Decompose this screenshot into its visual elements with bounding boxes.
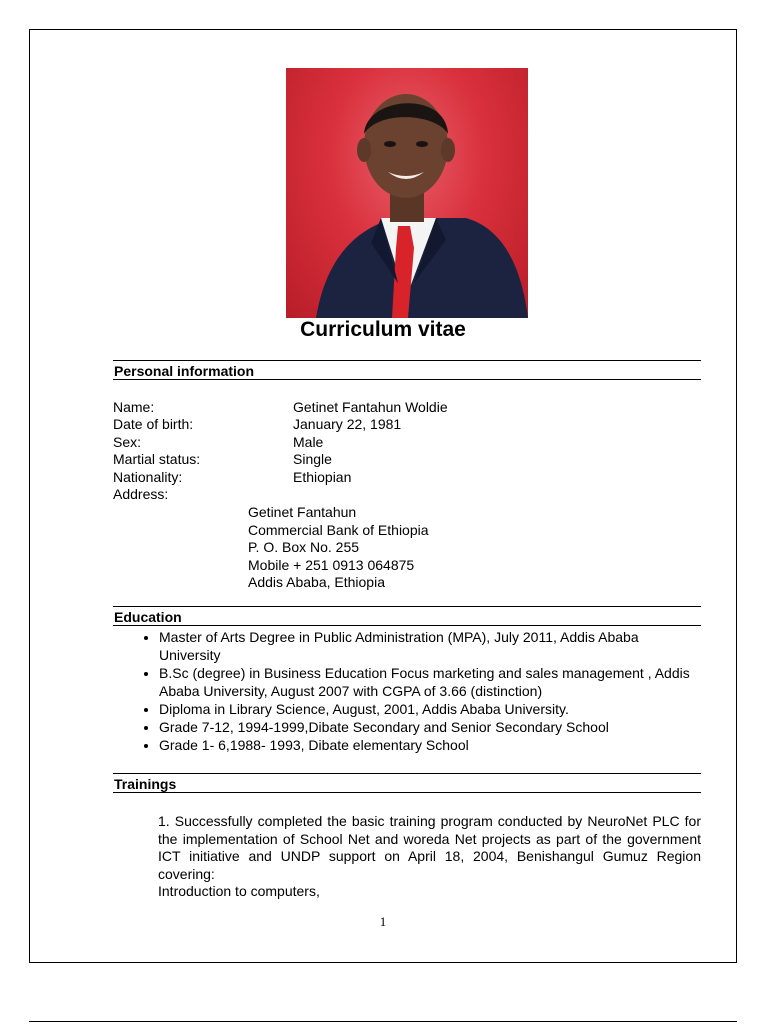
portrait-illustration (286, 68, 528, 318)
document-page (29, 29, 737, 963)
field-label: Name: (113, 399, 155, 415)
profile-photo (286, 68, 528, 318)
address-line: Addis Ababa, Ethiopia (248, 574, 385, 590)
education-item: • Grade 7-12, 1994-1999,Dibate Secondary and Senior Secondary School (159, 718, 701, 736)
field-label: Nationality: (113, 469, 183, 485)
address-line: Getinet Fantahun (248, 504, 357, 520)
address-line: Commercial Bank of Ethiopia (248, 521, 429, 538)
education-heading: Education (113, 606, 701, 626)
field-value: Getinet Fantahun Woldie (293, 399, 448, 415)
field-label: Sex: (113, 434, 142, 450)
field-label: Address: (113, 486, 169, 502)
field-value: Single (293, 451, 332, 467)
education-item: • B.Sc (degree) in Business Education Focus marketing and sales management , Addis Ababa University, August 2007 with CGPA of 3.66 (distinction) (159, 664, 701, 700)
training-topic: Introduction to computers, (158, 883, 320, 899)
education-list (113, 628, 701, 754)
field-label: Date of birth: (113, 416, 194, 432)
document-title: Curriculum vitae (300, 318, 466, 341)
field-value: Male (293, 434, 324, 450)
trainings-heading: Trainings (113, 773, 701, 793)
page-number: 1 (379, 914, 387, 929)
address-line: Mobile + 251 0913 064875 (248, 556, 415, 573)
personal-information-heading: Personal information (113, 360, 701, 380)
training-item (158, 813, 701, 901)
field-label: Martial status: (113, 451, 201, 467)
next-page-edge (29, 1021, 737, 1022)
field-value: Ethiopian (293, 469, 352, 485)
education-item: • Master of Arts Degree in Public Administration (MPA), July 2011, Addis Ababa University (159, 628, 701, 664)
address-line: P. O. Box No. 255 (248, 539, 360, 555)
training-description: 1. Successfully completed the basic training program conducted by NeuroNet PLC for the implementation of School Net and woreda Net projects as part of the government ICT initiative and UNDP support on April 18, 2004, Benishangul Gumuz Region covering: (158, 813, 701, 882)
education-item: • Diploma in Library Science, August, 2001, Addis Ababa University. (159, 700, 701, 718)
field-value: January 22, 1981 (293, 416, 402, 432)
address-block (248, 504, 429, 592)
education-item: • Grade 1- 6,1988- 1993, Dibate elementary School (159, 736, 701, 754)
